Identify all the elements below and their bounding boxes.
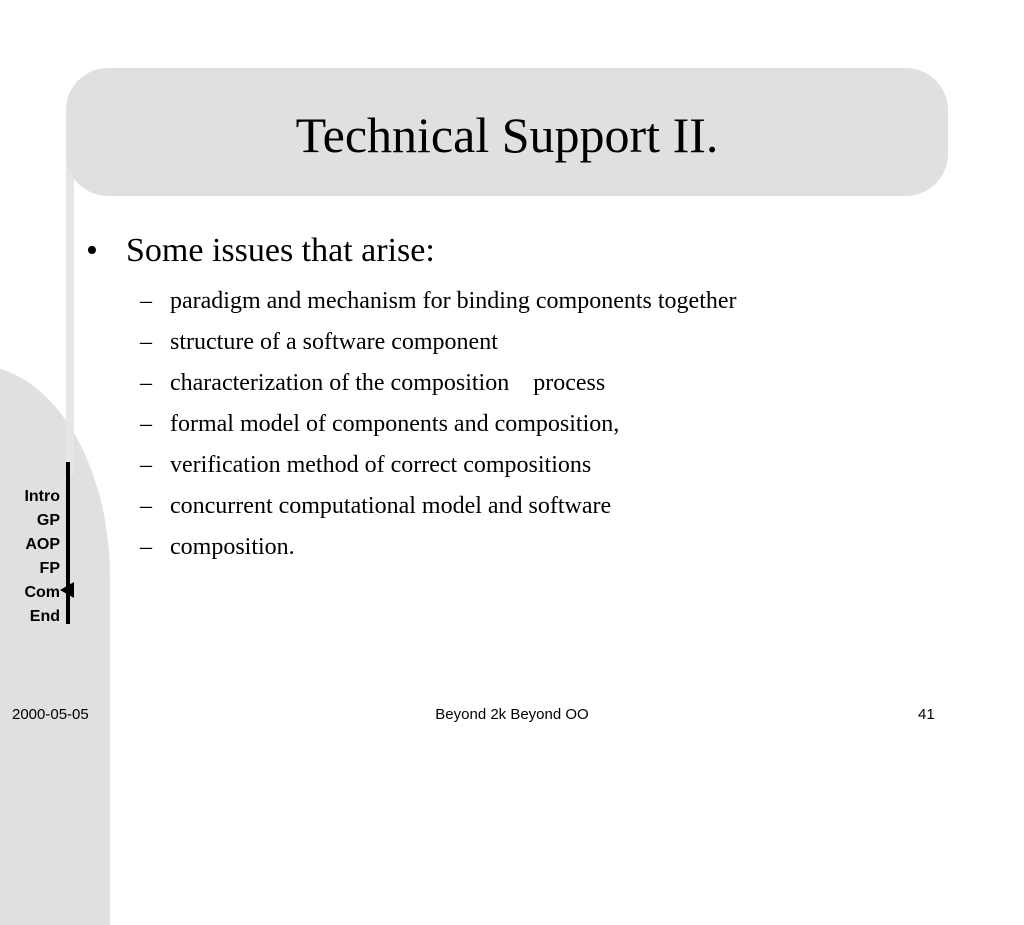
nav-item-intro[interactable]: Intro <box>24 488 60 505</box>
sub-bullet-text: verification method of correct compositions <box>170 452 592 478</box>
sub-bullet-item <box>140 322 737 363</box>
sub-bullet-item <box>140 486 737 527</box>
dash-marker: – <box>140 411 152 437</box>
nav-item-end[interactable]: End <box>29 608 60 625</box>
nav-item-com[interactable]: Com <box>24 584 60 601</box>
main-bullet <box>86 232 435 270</box>
sub-bullet-text: formal model of components and composition, <box>170 411 620 437</box>
footer-date: 2000-05-05 <box>12 706 89 723</box>
decorative-left-panel <box>0 365 110 925</box>
current-section-arrow-icon <box>60 582 74 598</box>
footer-title: Beyond 2k Beyond OO <box>435 706 589 723</box>
nav-item-fp[interactable]: FP <box>39 560 60 577</box>
dash-marker: – <box>140 288 152 314</box>
bullet-marker: • <box>86 232 98 269</box>
sub-bullet-text: structure of a software component <box>170 329 498 355</box>
sub-bullet-text: composition. <box>170 534 295 560</box>
sub-bullet-text: concurrent computational model and software <box>170 493 612 519</box>
main-bullet-text: Some issues that arise: <box>126 232 435 269</box>
sub-bullet-item <box>140 363 737 404</box>
page-number: 41 <box>918 706 935 723</box>
sub-bullet-text: paradigm and mechanism for binding components together <box>170 288 737 314</box>
sub-bullet-text: characterization of the composition process <box>170 370 606 396</box>
sub-bullet-item <box>140 445 737 486</box>
nav-item-aop[interactable]: AOP <box>25 536 60 553</box>
dash-marker: – <box>140 493 152 519</box>
dash-marker: – <box>140 329 152 355</box>
slide-title: Technical Support II. <box>295 107 719 163</box>
dash-marker: – <box>140 370 152 396</box>
title-banner <box>66 68 948 196</box>
dash-marker: – <box>140 534 152 560</box>
dash-marker: – <box>140 452 152 478</box>
nav-line <box>66 462 70 624</box>
sub-bullet-list <box>140 281 737 568</box>
section-nav <box>24 485 60 629</box>
sub-bullet-item <box>140 527 737 568</box>
nav-item-gp[interactable]: GP <box>36 512 60 529</box>
sub-bullet-item <box>140 281 737 322</box>
sub-bullet-item <box>140 404 737 445</box>
